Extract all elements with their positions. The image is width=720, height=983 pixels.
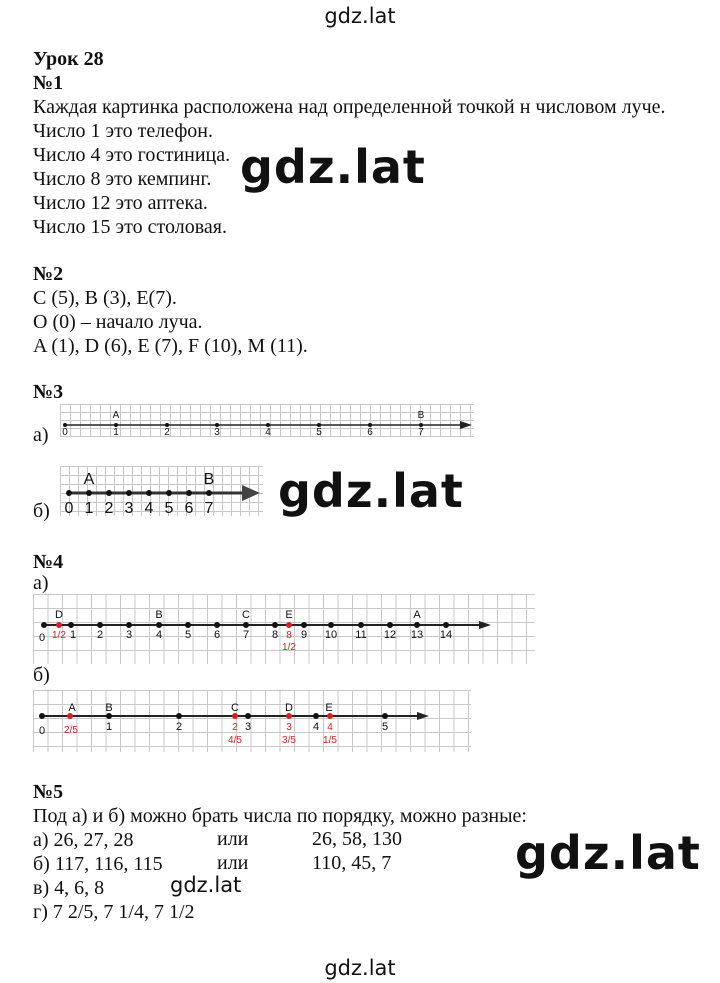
- tick-label: 8: [271, 629, 279, 641]
- tick-label: 4: [144, 500, 154, 516]
- tick-label: 2: [96, 629, 104, 641]
- task3-label-b: б): [33, 500, 50, 522]
- tick-label: 1: [105, 721, 113, 733]
- task1-heading: №1: [33, 72, 64, 94]
- watermark-top: gdz.lat: [324, 4, 396, 28]
- point-label-c: C: [231, 702, 239, 714]
- task5-heading: №5: [33, 781, 64, 803]
- point-label-b: B: [155, 609, 163, 621]
- tick-label: 9: [300, 629, 308, 641]
- task2-line: C (5), B (3), E(7).: [33, 287, 177, 309]
- red-mark: 1/2: [282, 642, 296, 653]
- red-mark: 1/5: [323, 735, 337, 746]
- task2-line: O (0) – начало луча.: [33, 311, 203, 333]
- task4b-number-ray: [33, 690, 471, 752]
- task2-heading: №2: [33, 263, 64, 285]
- task1-line: Число 1 это телефон.: [33, 120, 213, 142]
- watermark-center-1: gdz.lat: [240, 140, 426, 194]
- task5-row-right: 26, 58, 130: [312, 828, 402, 850]
- task4-heading: №4: [33, 551, 64, 573]
- task5-row-left: а) 26, 27, 28: [33, 829, 134, 851]
- tick-label: 1: [84, 500, 94, 516]
- point-label-e: E: [325, 702, 333, 714]
- tick-label: 7: [204, 500, 214, 516]
- red-mark: 8: [286, 630, 292, 641]
- tick-label: 1: [113, 427, 119, 437]
- tick-label: 1: [69, 629, 77, 641]
- task5-row-left: б) 117, 116, 115: [33, 853, 163, 875]
- tick-label: 12: [383, 629, 397, 641]
- tick-label: 3: [125, 629, 133, 641]
- watermark-center-3: gdz.lat: [515, 826, 701, 880]
- tick-label: 6: [213, 629, 221, 641]
- task1-line: Число 8 это кемпинг.: [33, 168, 212, 190]
- tick-label: 0: [64, 500, 74, 516]
- tick-label: 7: [242, 629, 250, 641]
- point-label-b: B: [203, 471, 215, 488]
- task2-line: A (1), D (6), E (7), F (10), M (11).: [33, 335, 308, 357]
- point-label-d: D: [55, 609, 63, 621]
- tick-label: 5: [381, 721, 389, 733]
- point-label-d: D: [285, 702, 293, 714]
- red-mark: 2: [232, 722, 238, 733]
- point-label-b: B: [417, 410, 425, 421]
- task5-row-left: г) 7 2/5, 7 1/4, 7 1/2: [33, 901, 195, 923]
- tick-label: 3: [124, 500, 134, 516]
- point-label-a: A: [413, 609, 421, 621]
- tick-label: 2: [104, 500, 114, 516]
- task5-row-left: в) 4, 6, 8: [33, 877, 105, 899]
- red-mark: 4/5: [228, 735, 242, 746]
- tick-label: 5: [316, 427, 322, 437]
- tick-label: 4: [155, 629, 163, 641]
- task5-intro: Под а) и б) можно брать числа по порядку, можно разные:: [33, 805, 527, 827]
- tick-label: 2: [164, 427, 170, 437]
- point-label-c: C: [242, 609, 250, 621]
- task3-heading: №3: [33, 381, 64, 403]
- task3a-number-ray: [60, 404, 474, 437]
- tick-label: 0: [62, 427, 68, 437]
- watermark-bottom: gdz.lat: [324, 956, 396, 980]
- point-label-a: A: [112, 410, 120, 421]
- tick-label: 11: [355, 629, 367, 641]
- task1-line: Число 4 это гостиница.: [33, 144, 231, 166]
- tick-label: 5: [164, 500, 174, 516]
- tick-label: 13: [410, 629, 424, 641]
- tick-label: 5: [184, 629, 192, 641]
- red-mark: 2/5: [64, 725, 78, 736]
- task5-row-right: 110, 45, 7: [312, 852, 392, 874]
- task3b-number-ray: [60, 466, 263, 516]
- point-label-b: B: [105, 702, 113, 714]
- task4-label-a: а): [33, 572, 49, 594]
- red-mark: 3: [286, 722, 292, 733]
- tick-label: 14: [439, 629, 453, 641]
- tick-label: 2: [175, 721, 183, 733]
- point-label-e: E: [285, 609, 293, 621]
- watermark-small: gdz.lat: [170, 873, 242, 897]
- red-mark: 4: [327, 722, 333, 733]
- tick-label: 3: [214, 427, 220, 437]
- task3-label-a: а): [33, 424, 49, 446]
- task5-row-or: или: [217, 828, 249, 850]
- tick-label: 6: [367, 427, 373, 437]
- tick-label: 0: [38, 725, 46, 737]
- red-mark: 3/5: [282, 735, 296, 746]
- tick-label: 3: [244, 721, 252, 733]
- lesson-title: Урок 28: [33, 48, 104, 70]
- point-label-a: A: [83, 471, 95, 488]
- tick-label: 10: [324, 629, 338, 641]
- tick-label: 7: [418, 427, 424, 437]
- tick-label: 4: [312, 721, 320, 733]
- tick-label: 0: [38, 632, 46, 644]
- task4a-number-ray: [33, 594, 535, 664]
- red-mark: 1/2: [52, 630, 66, 641]
- task1-line: Каждая картинка расположена над определенной точкой н числовом луче.: [33, 96, 666, 118]
- watermark-center-2: gdz.lat: [278, 464, 464, 518]
- task1-line: Число 12 это аптека.: [33, 192, 208, 214]
- tick-label: 6: [184, 500, 194, 516]
- tick-label: 4: [265, 427, 271, 437]
- task1-line: Число 15 это столовая.: [33, 216, 227, 238]
- point-label-a: A: [68, 702, 76, 714]
- task5-row-or: или: [217, 852, 249, 874]
- task4-label-b: б): [33, 664, 50, 686]
